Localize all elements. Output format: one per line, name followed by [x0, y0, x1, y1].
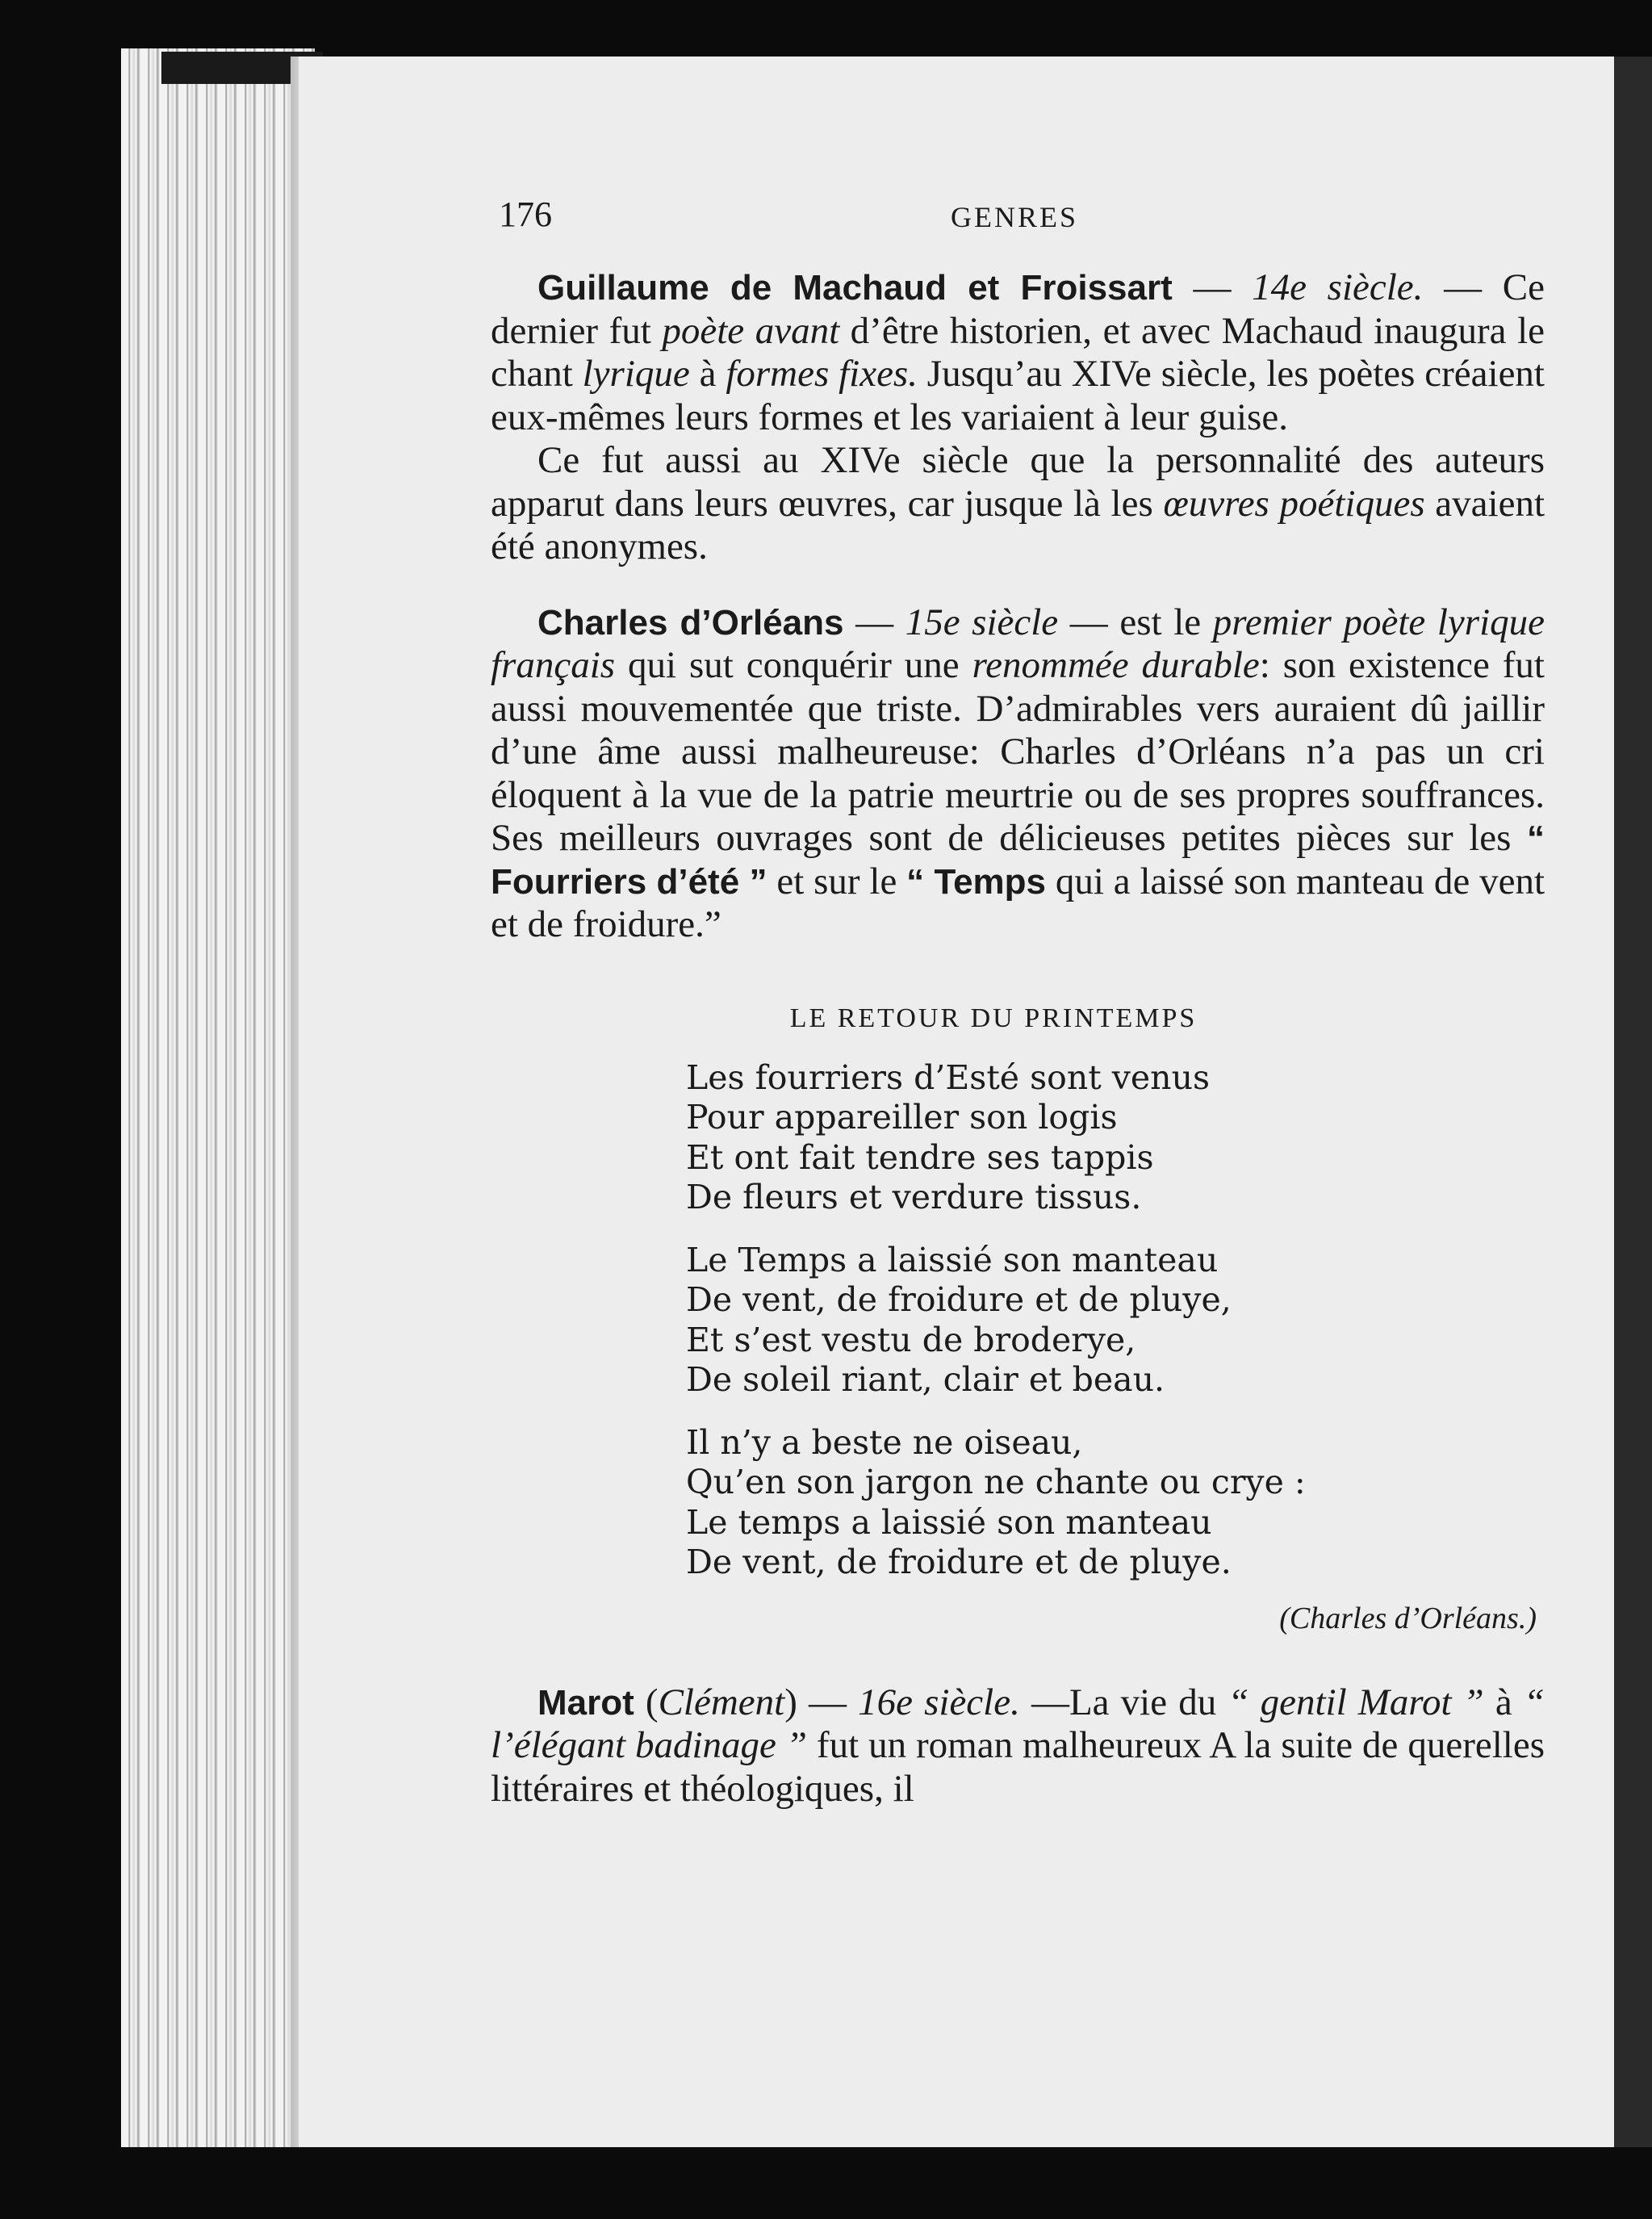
page-content — [491, 194, 1545, 1811]
running-title: GENRES — [951, 201, 1079, 233]
poem-title: LE RETOUR DU PRINTEMPS — [789, 1003, 1198, 1033]
poem-line: Qu’en son jargon ne chante ou crye : — [686, 1463, 1306, 1501]
century: 16e siècle. — [858, 1681, 1020, 1723]
poem-line: De soleil riant, clair et beau. — [686, 1360, 1165, 1399]
poem-line: De vent, de froidure et de pluye, — [686, 1280, 1232, 1319]
poem — [686, 1058, 1545, 1583]
paragraph-marot: Marot (Clément) — 16e siècle. —La vie du “ gentil Marot ” à “ l’élégant badinage ” fut un roman malheureux A la suite de querelles littéraires et théologiques, il — [491, 1681, 1545, 1810]
poem-line: Les fourriers d’Esté sont venus — [686, 1057, 1211, 1097]
poem-line: Et s’est vestu de broderye, — [686, 1320, 1136, 1359]
bottom-background — [0, 2147, 1652, 2219]
poem-stanza — [686, 1241, 1545, 1400]
poem-line: Et ont fait tendre ses tappis — [686, 1137, 1154, 1177]
poem-attribution: (Charles d’Orléans.) — [1279, 1601, 1537, 1635]
poem-line: Pour appareiller son logis — [686, 1098, 1118, 1137]
century: 15e siècle — [905, 601, 1059, 643]
poem-stanza — [686, 1423, 1545, 1583]
author-name: Marot — [537, 1682, 634, 1723]
author-name: Charles d’Orléans — [537, 602, 844, 643]
poem-line: Le Temps a laissié son manteau — [686, 1240, 1219, 1279]
author-name: Guillaume de Machaud et Froissart — [537, 268, 1173, 308]
poem-line: Le temps a laissié son manteau — [686, 1502, 1212, 1542]
paragraph-orleans: Charles d’Orléans — 15e siècle — est le premier poète lyrique français qui sut conquérir une renommée durable: son existence fut aussi mouvementée que triste. D’admirables vers auraient dû jaillir d’une âme aussi malheureuse: Charles d’Orléans n’a pas un cri éloquent à la vue de la patrie meurtrie ou de ses propres souffrances. Ses meilleurs ouvrages sont de délicieuses petites pièces sur les “ Fourriers d’été ” et sur le “ Temps qui a laissé son manteau de vent et de froidure.” — [491, 601, 1545, 945]
century: 14e siècle. — [1252, 266, 1424, 308]
page-number: 176 — [499, 195, 552, 234]
page-right-border — [1614, 57, 1652, 2147]
paragraph-machaud: Guillaume de Machaud et Froissart — 14e siècle. — Ce dernier fut poète avant d’être historien, et avec Machaud inaugura le chant lyrique à formes fixes. Jusqu’au XIVe siècle, les poètes créaient eux-mêmes leurs formes et les variaient à leur guise. — [491, 266, 1545, 438]
poem-line: De fleurs et verdure tissus. — [686, 1178, 1142, 1216]
poem-line: De vent, de froidure et de pluye. — [686, 1543, 1232, 1581]
paragraph-machaud-2: Ce fut aussi au XIVe siècle que la personnalité des auteurs apparut dans leurs œuvres, car jusque là les œuvres poétiques avaient été anonymes. — [491, 439, 1545, 567]
page-header — [491, 194, 1545, 266]
poem-line: Il n’y a beste ne oiseau, — [686, 1422, 1083, 1462]
poem-stanza — [686, 1058, 1545, 1218]
book-page-edges — [121, 48, 315, 2163]
